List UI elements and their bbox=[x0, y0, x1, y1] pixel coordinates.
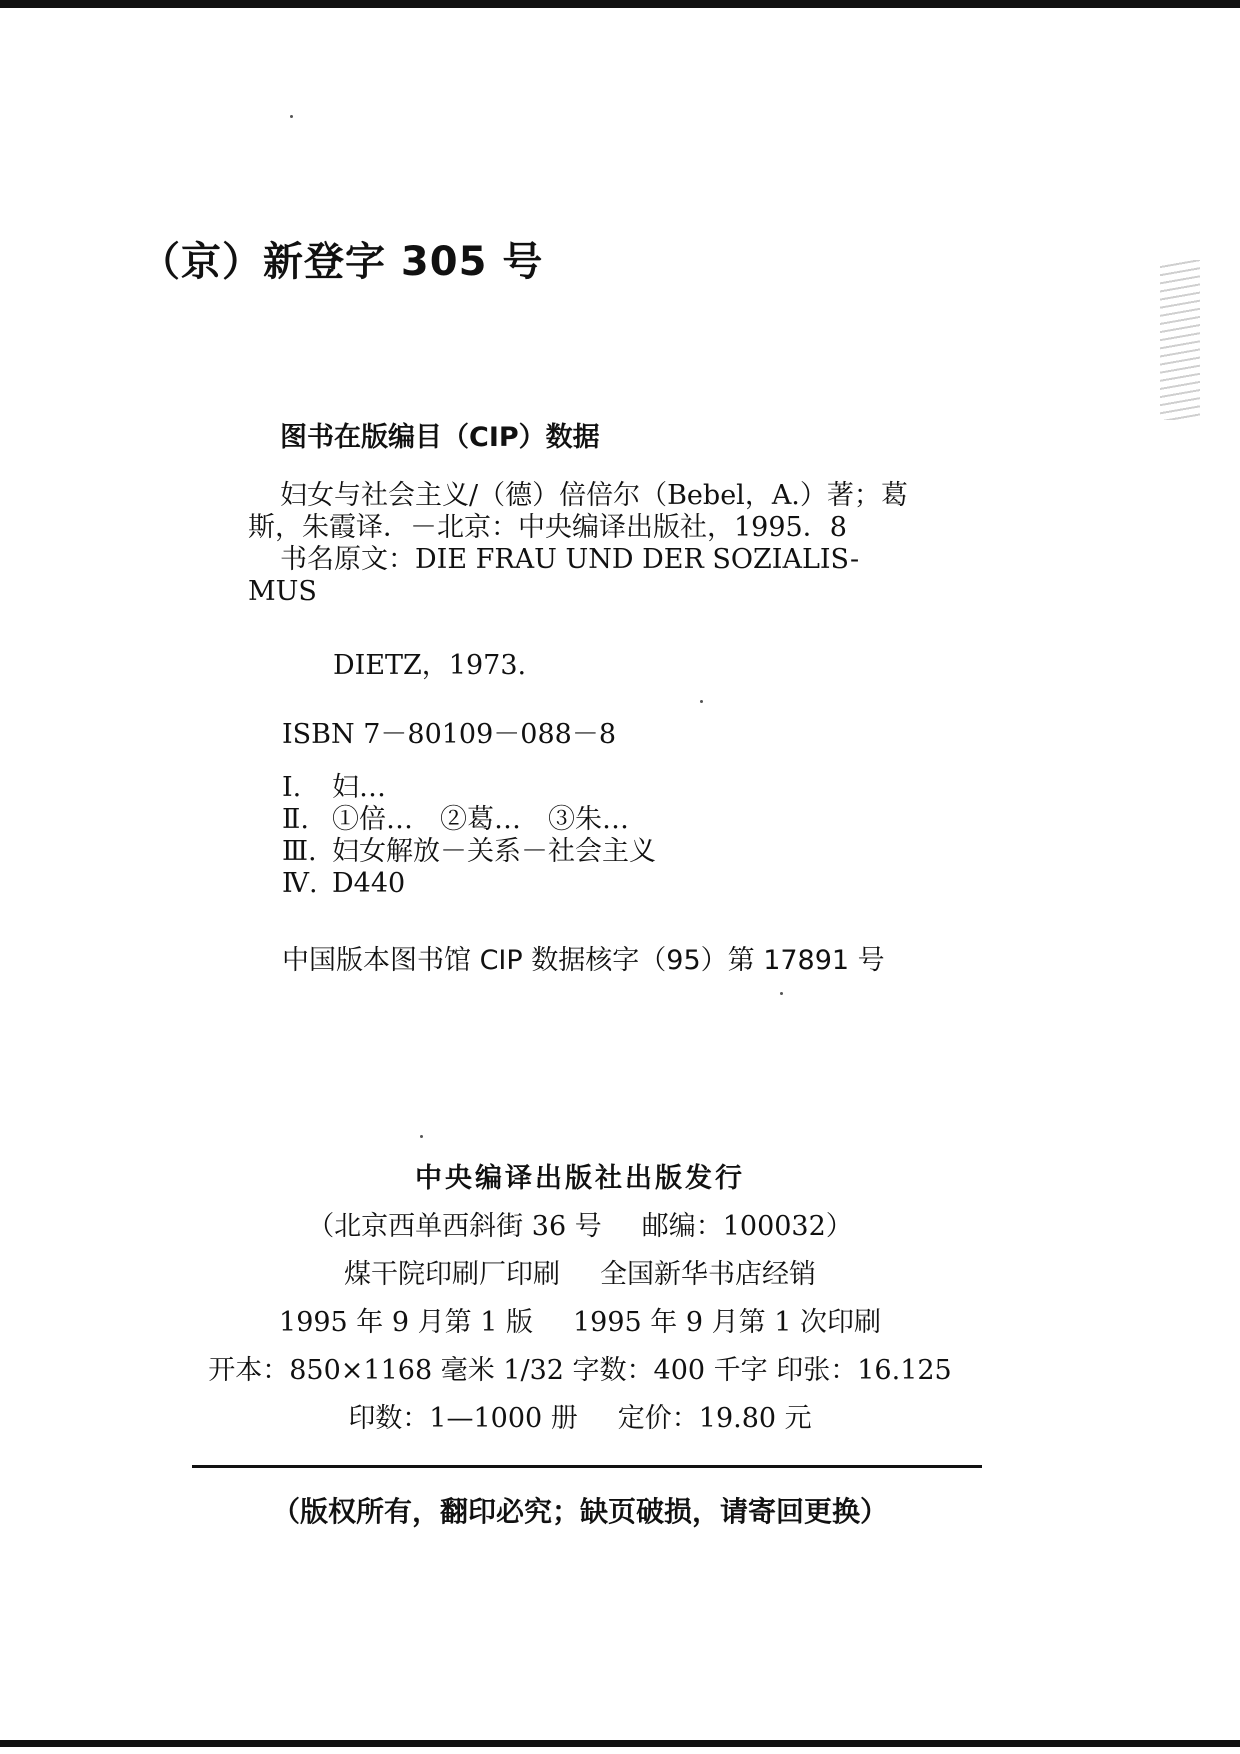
copyright-notice: （版权所有，翻印必究；缺页破损，请寄回更换） bbox=[271, 1495, 888, 1528]
scan-speck bbox=[780, 992, 783, 995]
cip-line: MUS bbox=[248, 576, 317, 607]
edition-line bbox=[140, 1299, 1020, 1347]
postcode: 邮编：100032） bbox=[641, 1211, 853, 1242]
printer-line bbox=[140, 1251, 1020, 1299]
top-border bbox=[0, 0, 1240, 8]
imprint-block bbox=[140, 1155, 1020, 1443]
printer: 煤干院印刷厂印刷 bbox=[344, 1259, 560, 1290]
print-run: 印数：1—1000 册 bbox=[348, 1403, 578, 1434]
word-count: 字数：400 千字 bbox=[572, 1355, 768, 1386]
cip-line: 妇女与社会主义/（德）倍倍尔（Bebel，A.）著；葛 bbox=[280, 480, 908, 511]
classification-item bbox=[282, 804, 656, 836]
address: （北京西单西斜街 36 号 bbox=[307, 1211, 602, 1242]
address-line bbox=[140, 1203, 1020, 1251]
format: 开本：850×1168 毫米 bbox=[208, 1355, 495, 1386]
classification-text: ①倍… ②葛… ③朱… bbox=[332, 804, 629, 835]
printed-sheets: 印张：16.125 bbox=[776, 1355, 952, 1386]
classification-number: Ⅲ. bbox=[282, 836, 317, 867]
scan-margin-mark bbox=[1160, 260, 1200, 420]
classification-text: D440 bbox=[332, 868, 406, 899]
classification-item bbox=[282, 868, 656, 900]
classification-item bbox=[282, 772, 656, 804]
registration-number: （京）新登字 305 号 bbox=[140, 239, 544, 285]
scan-speck bbox=[420, 1135, 423, 1138]
classification-item bbox=[282, 836, 656, 868]
classification-list bbox=[282, 772, 656, 900]
classification-number: Ⅳ. bbox=[282, 868, 318, 899]
printing: 1995 年 9 月第 1 次印刷 bbox=[573, 1307, 881, 1338]
price: 定价：19.80 元 bbox=[617, 1403, 812, 1434]
cip-heading: 图书在版编目（CIP）数据 bbox=[280, 422, 600, 453]
edition: 1995 年 9 月第 1 版 bbox=[279, 1307, 533, 1338]
divider bbox=[192, 1465, 982, 1468]
isbn: ISBN 7－80109－088－8 bbox=[282, 719, 616, 750]
distributor: 全国新华书店经销 bbox=[600, 1259, 816, 1290]
scan-speck bbox=[290, 115, 293, 118]
scan-speck bbox=[700, 700, 703, 703]
format-line bbox=[140, 1347, 1020, 1395]
format-fraction: 1/32 bbox=[503, 1355, 564, 1386]
classification-text: 妇女解放－关系－社会主义 bbox=[332, 836, 656, 867]
cip-line: 斯，朱霞译．－北京：中央编译出版社，1995．8 bbox=[248, 512, 847, 543]
cip-line: 书名原文：DIE FRAU UND DER SOZIALIS- bbox=[280, 544, 860, 575]
cip-check-number: 中国版本图书馆 CIP 数据核字（95）第 17891 号 bbox=[282, 945, 885, 976]
price-line bbox=[140, 1395, 1020, 1443]
original-edition: DIETZ，1973. bbox=[333, 650, 527, 681]
publisher-line: 中央编译出版社出版发行 bbox=[415, 1163, 745, 1194]
bottom-border bbox=[0, 1740, 1240, 1747]
cip-record bbox=[248, 480, 968, 608]
classification-number: Ⅱ. bbox=[282, 804, 309, 835]
classification-number: Ⅰ. bbox=[282, 772, 302, 803]
classification-text: 妇… bbox=[332, 772, 386, 803]
